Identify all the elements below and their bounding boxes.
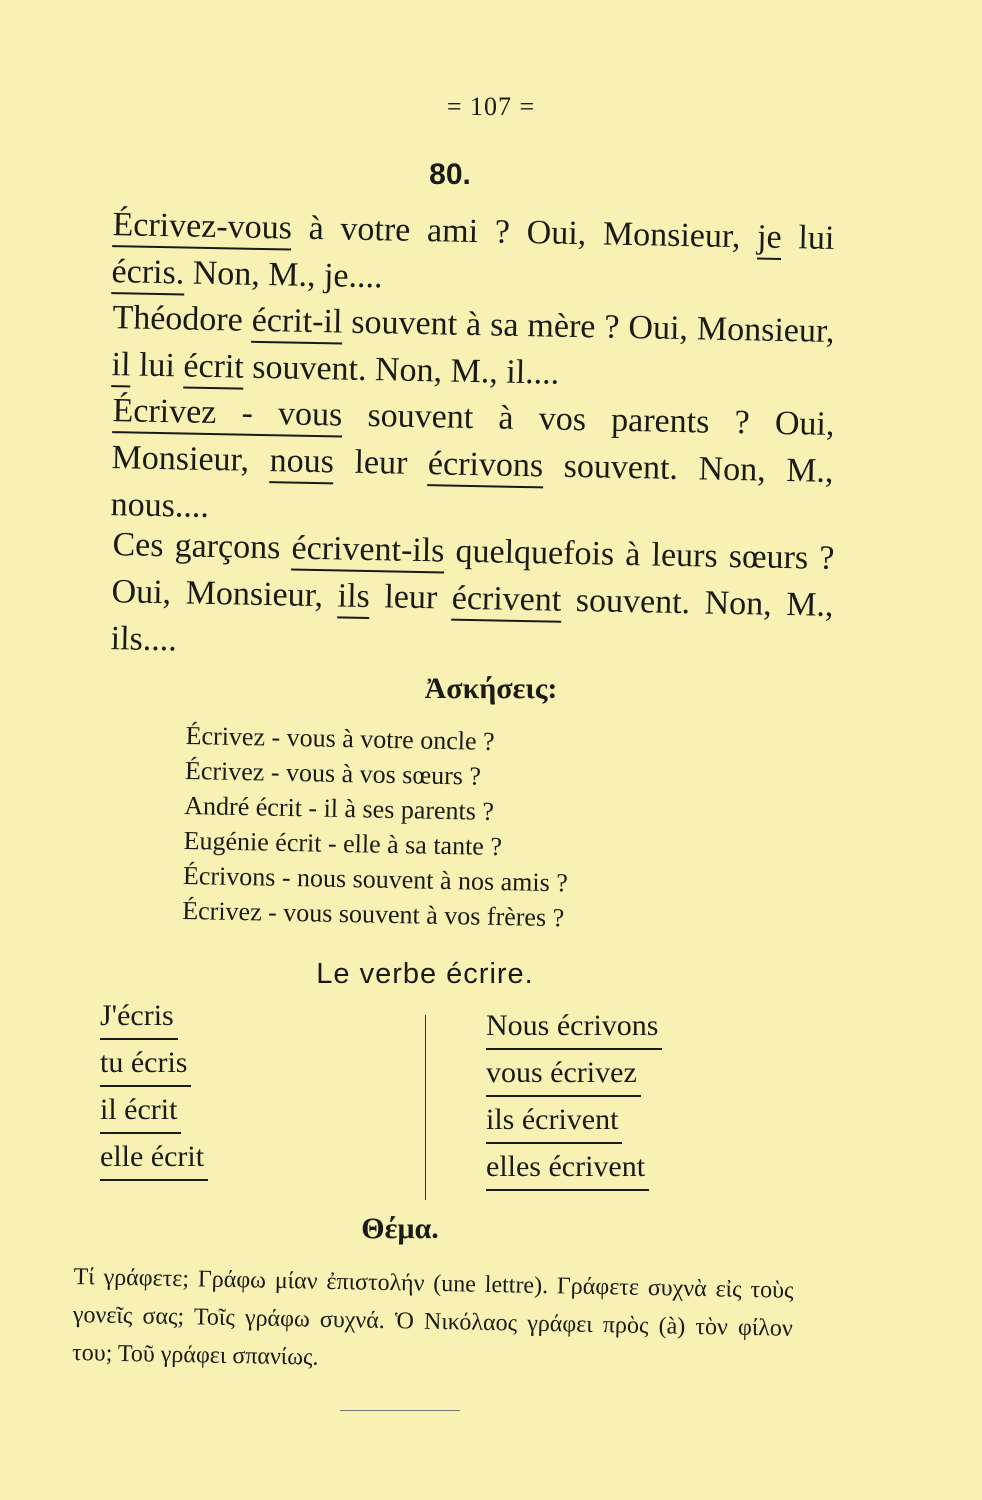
question-text: souvent à vos parents ? Oui, Monsieur, — [111, 396, 835, 480]
question-text: souvent à sa mère ? Oui, Monsieur, — [342, 303, 835, 350]
conjugation-form: vous écrivez — [486, 1057, 641, 1097]
answer-pronoun: je — [757, 218, 782, 259]
exercise-item: Écrivez - vous à vos sœurs ? — [184, 755, 482, 791]
exercise-item: Écrivez - vous souvent à vos frères ? — [182, 895, 565, 933]
answer-pronoun: ils — [337, 577, 370, 619]
negative-answer: souvent. Non, M., il.... — [243, 348, 560, 392]
negative-answer: souvent. Non, M., ils.... — [110, 581, 834, 659]
answer-pronoun: nous — [269, 442, 334, 484]
conjugation-form: tu écris — [100, 1047, 191, 1087]
negative-answer: souvent. Non, M., nous.... — [110, 447, 834, 525]
conjugation-divider — [425, 1015, 426, 1200]
negative-answer: Non, M., je.... — [183, 254, 383, 296]
answer-verb: écrit — [183, 347, 244, 389]
paragraph-3 — [52, 386, 835, 542]
paragraph-4 — [52, 520, 835, 676]
question-subject: Théodore — [112, 299, 253, 339]
question-text: à votre ami ? Oui, Monsieur, — [291, 209, 758, 256]
conjugation-heading: Le verbe écrire. — [316, 958, 534, 990]
exercises-heading: Ἀσκήσεις: — [424, 672, 558, 705]
lesson-number: 80. — [429, 158, 471, 191]
thema-text: Τί γράφετε; Γράφω μίαν ἐπιστολήν (une lettre). Γράφετε συχνὰ εἰς τοὺς γονεῖς σας; Τοῖς γράφω συχνά. Ὁ Νικόλαος γράφει πρὸς (à) τὸν φίλον του; Τοῦ γράφει σπανίως. — [71, 1263, 794, 1371]
question-verb: écrit-il — [251, 302, 342, 345]
paragraph-1 — [53, 200, 835, 309]
answer-object: lui — [130, 346, 184, 385]
exercises-list — [182, 718, 706, 938]
page-number: = 107 = — [446, 92, 536, 121]
thema-heading: Θέμα. — [361, 1212, 439, 1245]
answer-verb: écrivons — [428, 445, 544, 488]
answer-pronoun: il — [111, 346, 131, 387]
answer-object: lui — [781, 218, 835, 257]
conjugation-singular — [100, 1000, 260, 1188]
question-subject: Ces garçons — [112, 526, 292, 567]
answer-object: leur — [369, 578, 453, 617]
answer-verb: écrivent — [451, 580, 561, 623]
paragraph-2 — [53, 293, 835, 402]
conjugation-form: J'écris — [100, 1000, 178, 1040]
conjugation-plural — [486, 1010, 726, 1198]
conjugation-form: elle écrit — [100, 1141, 208, 1181]
exercise-item: Écrivons - nous souvent à nos amis ? — [182, 860, 569, 898]
question-text: quelquefois à leurs sœurs ? Oui, Monsieur, — [111, 532, 835, 615]
question-verb: écrivent-ils — [291, 530, 445, 574]
question-verb: Écrivez - vous — [112, 392, 343, 437]
answer-object: leur — [333, 443, 429, 483]
exercise-item: Écrivez - vous à votre oncle ? — [185, 720, 495, 756]
conjugation-form: elles écrivent — [486, 1151, 649, 1191]
conjugation-form: il écrit — [100, 1094, 181, 1134]
question-verb: Écrivez-vous — [112, 206, 292, 250]
conjugation-form: ils écrivent — [486, 1104, 622, 1144]
bottom-rule — [340, 1410, 460, 1411]
conjugation-form: Nous écrivons — [486, 1010, 662, 1050]
answer-verb: écris. — [111, 253, 184, 295]
exercise-item: Eugénie écrit - elle à sa tante ? — [183, 825, 503, 862]
exercise-item: André écrit - il à ses parents ? — [184, 790, 495, 826]
